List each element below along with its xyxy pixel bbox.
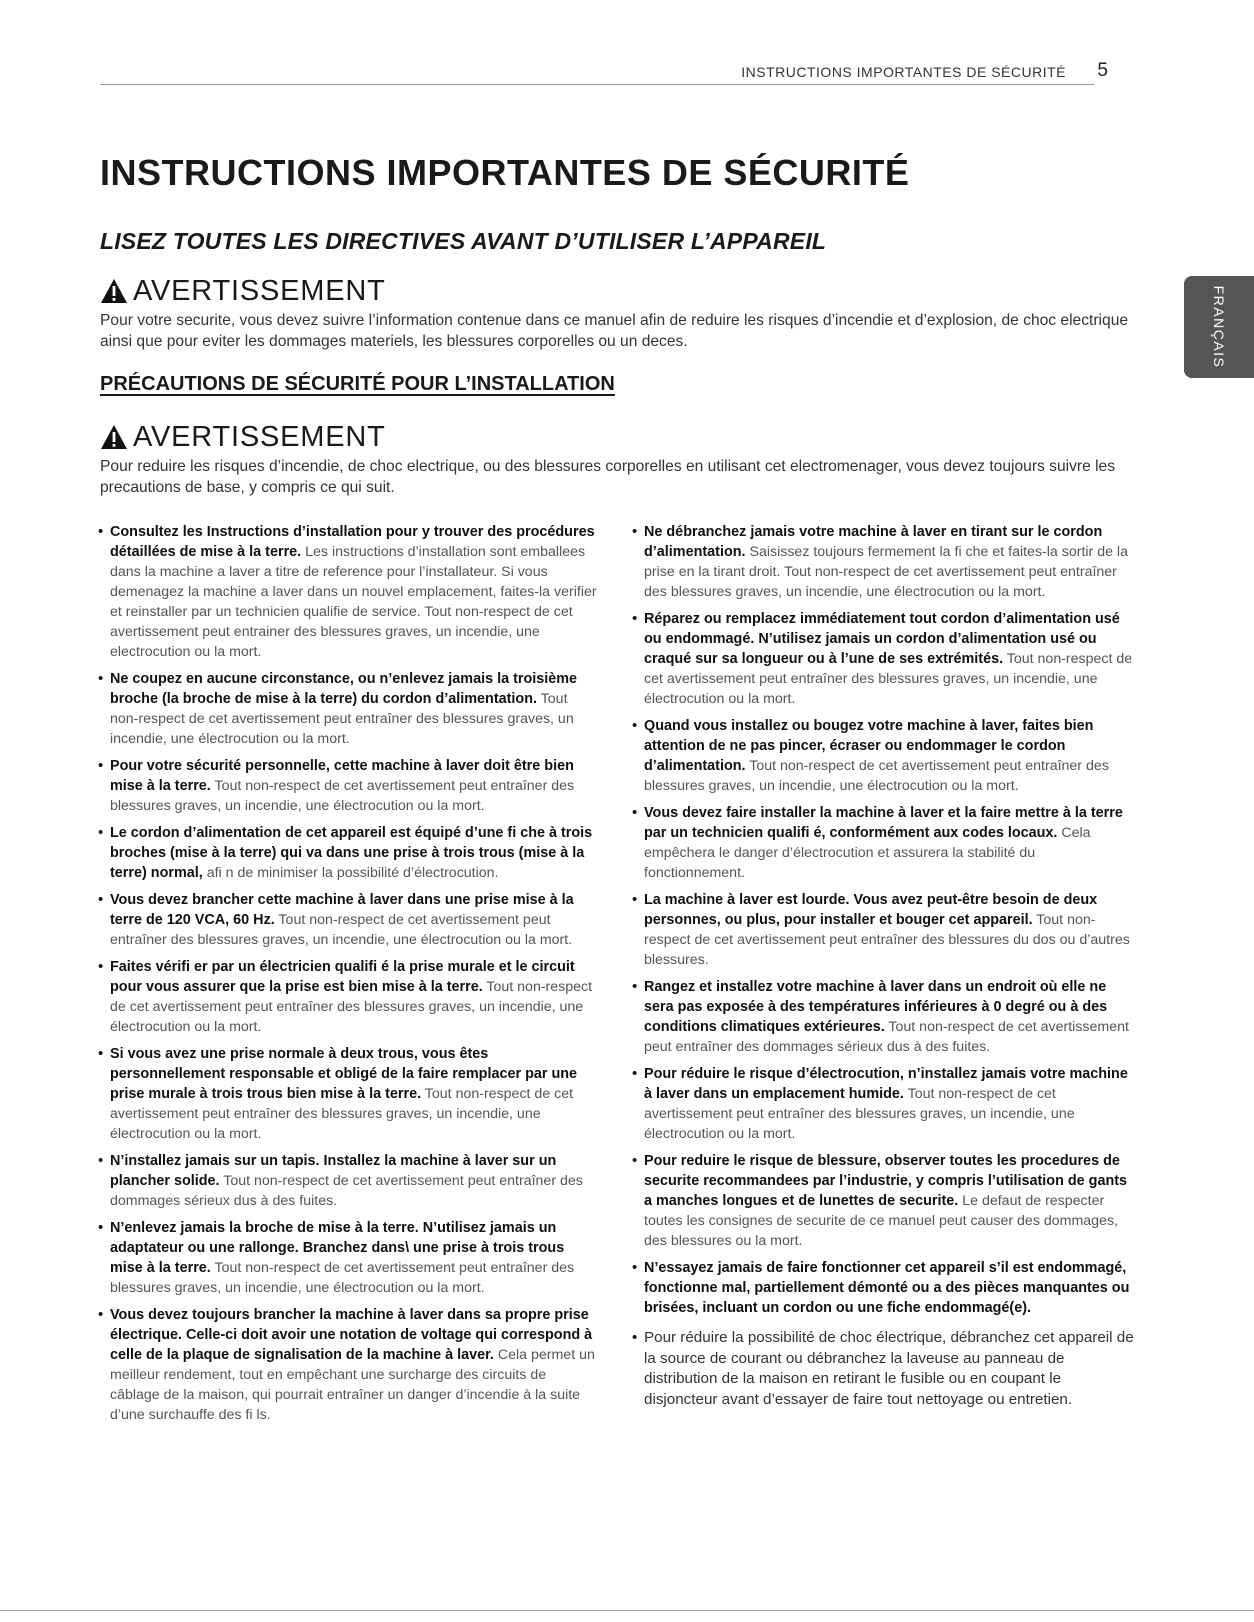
list-item	[98, 669, 598, 749]
list-item	[98, 1218, 598, 1298]
item-text: Tout non-respect de cet avertissement peut entraîner des blessures graves, un incendie, une électrocution ou la mort.	[110, 1260, 575, 1296]
item-text: Les instructions d’installation sont emballees dans la machine a laver a titre de reference pour l’installateur. Si vous demenagez la machine a laver dans un nouvel emplacement, faites-la verifier et reinstaller par un technicien qualifie de service. Tout non-respect de cet avertissement peut entrainer des blessures graves, un incendie, une electrocution ou la mort.	[110, 544, 597, 660]
item-text: Tout non-respect de cet avertissement peut entraîner des blessures graves, un incendie, une électrocution ou la mort.	[110, 912, 573, 948]
list-item	[98, 890, 598, 950]
warning-block-installation	[100, 420, 1140, 498]
item-emphasis: Vous devez brancher cette machine à laver dans une prise mise à la terre de 120 VCA, 60 Hz.	[110, 892, 574, 928]
list-item	[98, 756, 598, 816]
list-item	[632, 609, 1138, 709]
item-emphasis: Pour votre sécurité personnelle, cette machine à laver doit être bien mise à la terre.	[110, 758, 574, 794]
list-item	[98, 522, 598, 662]
item-emphasis: Rangez et installez votre machine à laver dans un endroit où elle ne sera pas exposée à des températures inférieures à 0 degré ou à des conditions climatiques extérieures.	[644, 979, 1108, 1035]
list-item	[632, 977, 1138, 1057]
item-emphasis: Vous devez faire installer la machine à laver et la faire mettre à la terre par un technicien qualifi é, conformément aux codes locaux.	[644, 805, 1123, 841]
item-emphasis: N’essayez jamais de faire fonctionner cet appareil s’il est endommagé, fonctionne mal, partiellement démonté ou a des pièces manquantes ou brisées, incluant un cordon ou une fiche endommagé(e).	[644, 1260, 1130, 1316]
list-item	[632, 1064, 1138, 1144]
warning-text: Pour reduire les risques d’incendie, de choc electrique, ou des blessures corporelles en utilisant cet electromenager, vous devez toujours suivre les precautions de base, y compris ce qui suit.	[100, 458, 1116, 496]
item-text: Tout non-respect de cet avertissement peut entraîner des blessures graves, un incendie, une électrocution ou la mort.	[644, 758, 1109, 794]
running-title: INSTRUCTIONS IMPORTANTES DE SÉCURITÉ	[741, 64, 1066, 80]
warning-triangle-icon	[100, 424, 128, 450]
page-title: INSTRUCTIONS IMPORTANTES DE SÉCURITÉ	[100, 152, 910, 193]
safety-list-left	[98, 522, 598, 1432]
item-emphasis: Ne coupez en aucune circonstance, ou n’enlevez jamais la troisième broche (la broche de mise à la terre) du cordon d’alimentation.	[110, 671, 578, 707]
warning-text: Pour votre securite, vous devez suivre l’information contenue dans ce manuel afin de reduire les risques d’incendie et d’explosion, de choc electrique ainsi que pour eviter les dommages materiels, les blessures corporelles ou un deces.	[100, 312, 1129, 350]
list-item	[98, 1305, 598, 1425]
list-item	[632, 716, 1138, 796]
item-emphasis: Consultez les Instructions d’installation pour y trouver des procédures détaillées de mise à la terre.	[110, 524, 595, 560]
item-emphasis: Si vous avez une prise normale à deux trous, vous êtes personnellement responsable et obligé de la faire remplacer par une prise murale à trois trous bien mise à la terre.	[110, 1046, 578, 1102]
list-item-plain: • Pour réduire la possibilité de choc électrique, débranchez cet appareil de la source de courant ou débranchez la laveuse au panneau de distribution de la maison en retirant le fusible ou en coupant le disjoncteur avant d’essayer de faire tout nettoyage ou entretien.	[632, 1328, 1138, 1410]
list-item	[632, 803, 1138, 883]
safety-list-right	[632, 522, 1138, 1417]
page-subtitle: LISEZ TOUTES LES DIRECTIVES AVANT D’UTILISER L’APPAREIL	[100, 228, 827, 254]
list-item	[632, 1151, 1138, 1251]
section-heading: PRÉCAUTIONS DE SÉCURITÉ POUR L’INSTALLATION	[100, 373, 615, 395]
running-header	[100, 60, 1108, 85]
warning-triangle-icon	[100, 278, 128, 304]
item-text: Tout non-respect de cet avertissement peut entraîner des blessures graves, un incendie, une électrocution ou la mort.	[110, 778, 575, 814]
list-item	[632, 1258, 1138, 1318]
warning-label: AVERTISSEMENT	[133, 274, 386, 307]
item-emphasis: N’installez jamais sur un tapis. Installez la machine à laver sur un plancher solide.	[110, 1153, 557, 1189]
item-text: Tout non-respect de cet avertissement peut entraîner des blessures graves, un incendie, une électrocution ou la mort.	[110, 1086, 574, 1142]
list-item	[98, 1151, 598, 1211]
item-text: Tout non-respect de cet avertissement peut entraîner des blessures du dos ou d’autres blessures.	[644, 912, 1130, 968]
item-emphasis: Réparez ou remplacez immédiatement tout cordon d’alimentation usé ou endommagé. N’utilisez jamais un cordon d’alimentation usé ou craqué sur sa longueur ou à l’une de ses extrémités.	[644, 611, 1120, 667]
item-text: Saisissez toujours fermement la fi che et faites-la sortir de la prise en la tirant droit. Tout non-respect de cet avertissement peut entraîner des blessures graves, un incendie, une électrocution ou la mort.	[644, 544, 1128, 600]
item-emphasis: Le cordon d’alimentation de cet appareil est équipé d’une fi che à trois broches (mise à la terre) qui va dans une prise à trois trous (mise à la terre) normal,	[110, 825, 593, 881]
item-emphasis: La machine à laver est lourde. Vous avez peut-être besoin de deux personnes, ou plus, pour installer et bouger cet appareil.	[644, 892, 1098, 928]
item-text: Le defaut de respecter toutes les consignes de securite de ce manuel peut causer des dommages, des blessures ou la mort.	[644, 1193, 1118, 1249]
item-emphasis: Quand vous installez ou bougez votre machine à laver, faites bien attention de ne pas pincer, écraser ou endommager le cordon d’alimentation.	[644, 718, 1094, 774]
bottom-rule	[0, 1610, 1254, 1611]
item-text: Cela permet un meilleur rendement, tout en empêchant une surcharge des circuits de câblage de la maison, qui pourrait entraîner un danger d’incendie à la suite d’une surchauffe des fi ls.	[110, 1347, 595, 1423]
page-number: 5	[1097, 60, 1108, 81]
list-item	[632, 522, 1138, 602]
item-text: Tout non-respect de cet avertissement peut entraîner des blessures graves, un incendie, une électrocution ou la mort.	[644, 651, 1133, 707]
item-emphasis: Pour reduire le risque de blessure, observer toutes les procedures de securite recommandees par l’industrie, y compris l’utilisation de gants a manches longues et de lunettes de securite.	[644, 1153, 1128, 1209]
language-tab	[1184, 276, 1254, 378]
list-item	[98, 823, 598, 883]
item-text: Tout non-respect de cet avertissement peut entraîner des dommages sérieux dus à des fuites.	[110, 1173, 583, 1209]
list-item	[632, 890, 1138, 970]
item-text: afi n de minimiser la possibilité d’électrocution.	[202, 865, 499, 881]
warning-label: AVERTISSEMENT	[133, 420, 386, 453]
item-emphasis: Vous devez toujours brancher la machine à laver dans sa propre prise électrique. Celle-ci doit avoir une notation de voltage qui correspond à celle de la plaque de signalisation de la machine à laver.	[110, 1307, 593, 1363]
list-item	[98, 957, 598, 1037]
item-text: Cela empêchera le danger d’électrocution et assurera la stabilité du fonctionnement.	[644, 825, 1091, 881]
item-text: Tout non-respect de cet avertissement peut entraîner des blessures graves, un incendie, une électrocution ou la mort.	[644, 1086, 1075, 1142]
warning-block-general	[100, 274, 1140, 352]
item-emphasis: N’enlevez jamais la broche de mise à la terre. N’utilisez jamais un adaptateur ou une rallonge. Branchez dans\ une prise à trois trous mise à la terre.	[110, 1220, 565, 1276]
item-text: Tout non-respect de cet avertissement peut entraîner des blessures graves, un incendie, une électrocution ou la mort.	[110, 979, 593, 1035]
item-emphasis: Ne débranchez jamais votre machine à laver en tirant sur le cordon d’alimentation.	[644, 524, 1103, 560]
warning-heading	[100, 420, 1140, 454]
item-emphasis: Pour réduire le risque d’électrocution, n’installez jamais votre machine à laver dans un emplacement humide.	[644, 1066, 1128, 1102]
item-text: Tout non-respect de cet avertissement peut entraîner des dommages sérieux dus à des fuites.	[644, 1019, 1129, 1055]
item-emphasis: Faites vérifi er par un électricien qualifi é la prise murale et le circuit pour vous assurer que la prise est bien mise à la terre.	[110, 959, 575, 995]
warning-heading	[100, 274, 1140, 308]
list-item	[98, 1044, 598, 1144]
language-tab-label: FRANÇAIS	[1211, 285, 1227, 369]
item-text: Tout non-respect de cet avertissement peut entraîner des blessures graves, un incendie, une électrocution ou la mort.	[110, 691, 574, 747]
